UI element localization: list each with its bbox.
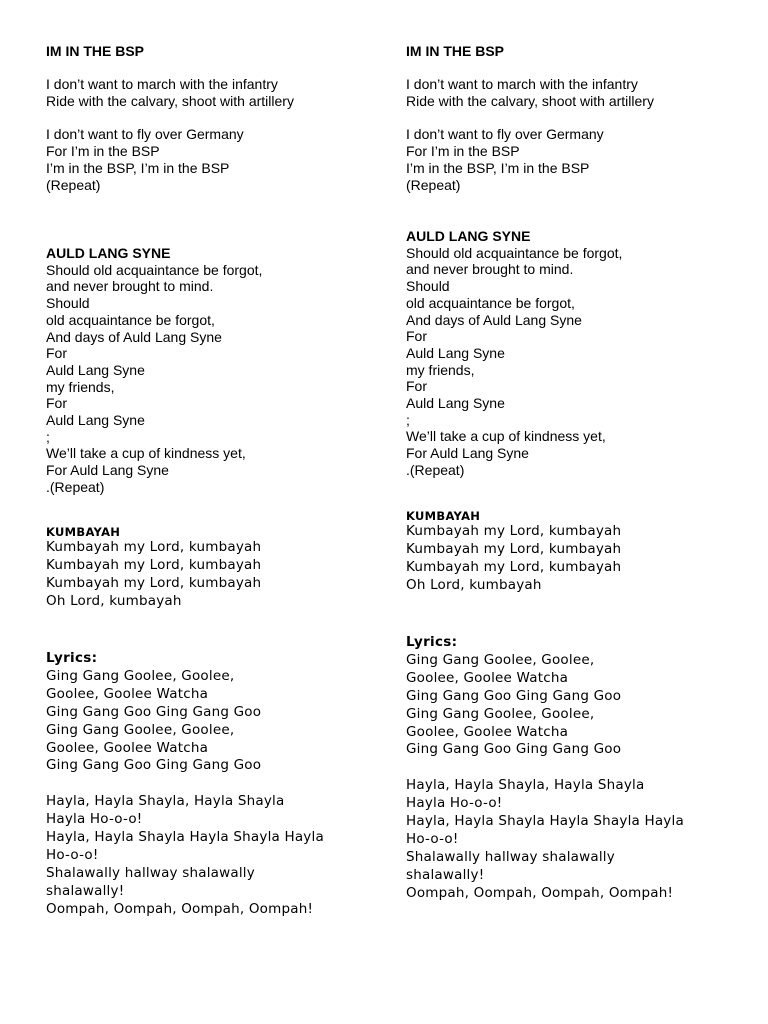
verse	[406, 126, 746, 193]
song-auld-lang-syne	[46, 245, 376, 496]
lyric-line: I’m in the BSP, I’m in the BSP	[406, 159, 590, 176]
lyric-line: Kumbayah my Lord, kumbayah	[46, 574, 262, 591]
lyric-line: For Auld Lang Syne	[406, 445, 529, 462]
lyric-line: For Auld Lang Syne	[46, 462, 169, 479]
song-title: AULD LANG SYNE	[46, 245, 171, 261]
lyric-line: Ging Gang Goo Ging Gang Goo	[406, 687, 622, 704]
song-auld-lang-syne	[406, 228, 746, 479]
lyric-line: Hayla, Hayla Shayla, Hayla Shayla	[46, 793, 285, 810]
song-title: IM IN THE BSP	[406, 43, 505, 59]
song-title: AULD LANG SYNE	[406, 228, 531, 244]
song-bsp	[406, 43, 746, 193]
lyric-line: Goolee, Goolee Watcha	[46, 685, 209, 702]
lyric-line: Should	[46, 295, 90, 312]
lyric-line: Kumbayah my Lord, kumbayah	[406, 540, 622, 557]
lyric-line: ;	[46, 428, 50, 445]
song-title: KUMBAYAH	[406, 509, 481, 523]
verse	[46, 539, 376, 611]
lyric-line: shalawally!	[46, 882, 125, 899]
lyric-line: I don’t want to fly over Germany	[406, 126, 604, 143]
lyric-line: old acquaintance be forgot,	[406, 294, 575, 311]
lyric-line: Hayla, Hayla Shayla Hayla Shayla Hayla	[46, 829, 324, 846]
lyric-line: I don’t want to march with the infantry	[46, 76, 278, 93]
lyric-line: Kumbayah my Lord, kumbayah	[406, 558, 622, 575]
song-ging-gang-goolee	[46, 650, 376, 919]
lyric-line: Ho-o-o!	[46, 846, 99, 863]
song-bsp	[46, 43, 376, 193]
lyric-line: Goolee, Goolee Watcha	[406, 669, 569, 686]
lyric-line: For	[46, 345, 67, 362]
lyric-line: .(Repeat)	[406, 461, 465, 478]
lyric-line: And days of Auld Lang Syne	[406, 311, 582, 328]
lyric-line: Hayla Ho-o-o!	[46, 811, 143, 828]
lyric-line: Ging Gang Goolee, Goolee,	[406, 705, 595, 722]
lyric-line: and never brought to mind.	[406, 261, 574, 278]
lyric-line: and never brought to mind.	[46, 278, 214, 295]
lyric-line: Ging Gang Goo Ging Gang Goo	[46, 703, 262, 720]
lyric-line: I don’t want to fly over Germany	[46, 126, 244, 143]
lyric-line: For	[406, 378, 427, 395]
song-ging-gang-goolee	[406, 634, 746, 903]
lyric-line: Goolee, Goolee Watcha	[46, 739, 209, 756]
lyric-line: Ho-o-o!	[406, 830, 459, 847]
lyric-line: Kumbayah my Lord, kumbayah	[46, 539, 262, 555]
song-kumbayah	[406, 509, 746, 595]
lyric-line: Kumbayah my Lord, kumbayah	[406, 523, 622, 539]
song-kumbayah	[46, 525, 376, 611]
lyric-line: Oompah, Oompah, Oompah, Oompah!	[406, 884, 674, 901]
lyric-line: Hayla Ho-o-o!	[406, 795, 503, 812]
lyric-line: Ride with the calvary, shoot with artillery	[46, 93, 294, 110]
lyric-line: Shalawally hallway shalawally	[46, 864, 255, 881]
lyric-line: Ging Gang Goolee, Goolee,	[46, 667, 235, 684]
lyric-line: Should old acquaintance be forgot,	[406, 244, 623, 261]
lyric-line: Auld Lang Syne	[406, 395, 505, 412]
lyric-line: For I’m in the BSP	[46, 143, 160, 160]
verse	[46, 76, 376, 109]
lyric-line: We’ll take a cup of kindness yet,	[406, 428, 606, 445]
lyric-line: my friends,	[406, 361, 475, 378]
verse	[406, 523, 746, 595]
lyric-line: Should	[406, 278, 450, 295]
lyric-line: ;	[406, 411, 410, 428]
lyric-line: We’ll take a cup of kindness yet,	[46, 445, 246, 462]
verse	[406, 245, 746, 479]
lyric-line: For	[406, 328, 427, 345]
lyric-line: Shalawally hallway shalawally	[406, 848, 615, 865]
lyric-line: shalawally!	[406, 866, 485, 883]
song-title: IM IN THE BSP	[46, 43, 145, 59]
lyric-line: Hayla, Hayla Shayla Hayla Shayla Hayla	[406, 813, 684, 830]
verse	[406, 76, 746, 109]
lyric-line: .(Repeat)	[46, 478, 105, 495]
verse	[46, 126, 376, 193]
lyric-line: Ging Gang Goolee, Goolee,	[406, 651, 595, 668]
lyric-line: Oompah, Oompah, Oompah, Oompah!	[46, 900, 314, 917]
lyric-line: Hayla, Hayla Shayla, Hayla Shayla	[406, 777, 645, 794]
song-title: KUMBAYAH	[46, 525, 121, 539]
lyric-line: Ging Gang Goo Ging Gang Goo	[46, 757, 262, 774]
lyric-line: my friends,	[46, 378, 115, 395]
lyric-line: (Repeat)	[406, 176, 461, 193]
lyric-line: And days of Auld Lang Syne	[46, 328, 222, 345]
lyric-line: Oh Lord, kumbayah	[406, 576, 542, 593]
lyric-line: For	[46, 395, 67, 412]
lyric-line: Should old acquaintance be forgot,	[46, 261, 263, 278]
lyric-line: (Repeat)	[46, 176, 101, 193]
verse	[46, 262, 376, 496]
verse	[46, 668, 376, 775]
lyric-line: Ride with the calvary, shoot with artillery	[406, 93, 654, 110]
lyric-line: Ging Gang Goo Ging Gang Goo	[406, 741, 622, 758]
lyric-line: Kumbayah my Lord, kumbayah	[46, 556, 262, 573]
lyric-line: Ging Gang Goolee, Goolee,	[46, 721, 235, 738]
song-title: Lyrics:	[406, 634, 458, 650]
lyric-line: Auld Lang Syne	[406, 344, 505, 361]
verse	[406, 652, 746, 759]
lyric-line: Auld Lang Syne	[46, 361, 145, 378]
song-title: Lyrics:	[46, 650, 98, 666]
lyric-line: For I’m in the BSP	[406, 143, 520, 160]
lyric-line: I’m in the BSP, I’m in the BSP	[46, 159, 230, 176]
verse	[46, 793, 376, 918]
verse	[406, 777, 746, 902]
lyric-line: Oh Lord, kumbayah	[46, 592, 182, 609]
lyric-line: old acquaintance be forgot,	[46, 311, 215, 328]
lyric-line: I don’t want to march with the infantry	[406, 76, 638, 93]
lyric-line: Auld Lang Syne	[46, 412, 145, 429]
lyric-line: Goolee, Goolee Watcha	[406, 723, 569, 740]
